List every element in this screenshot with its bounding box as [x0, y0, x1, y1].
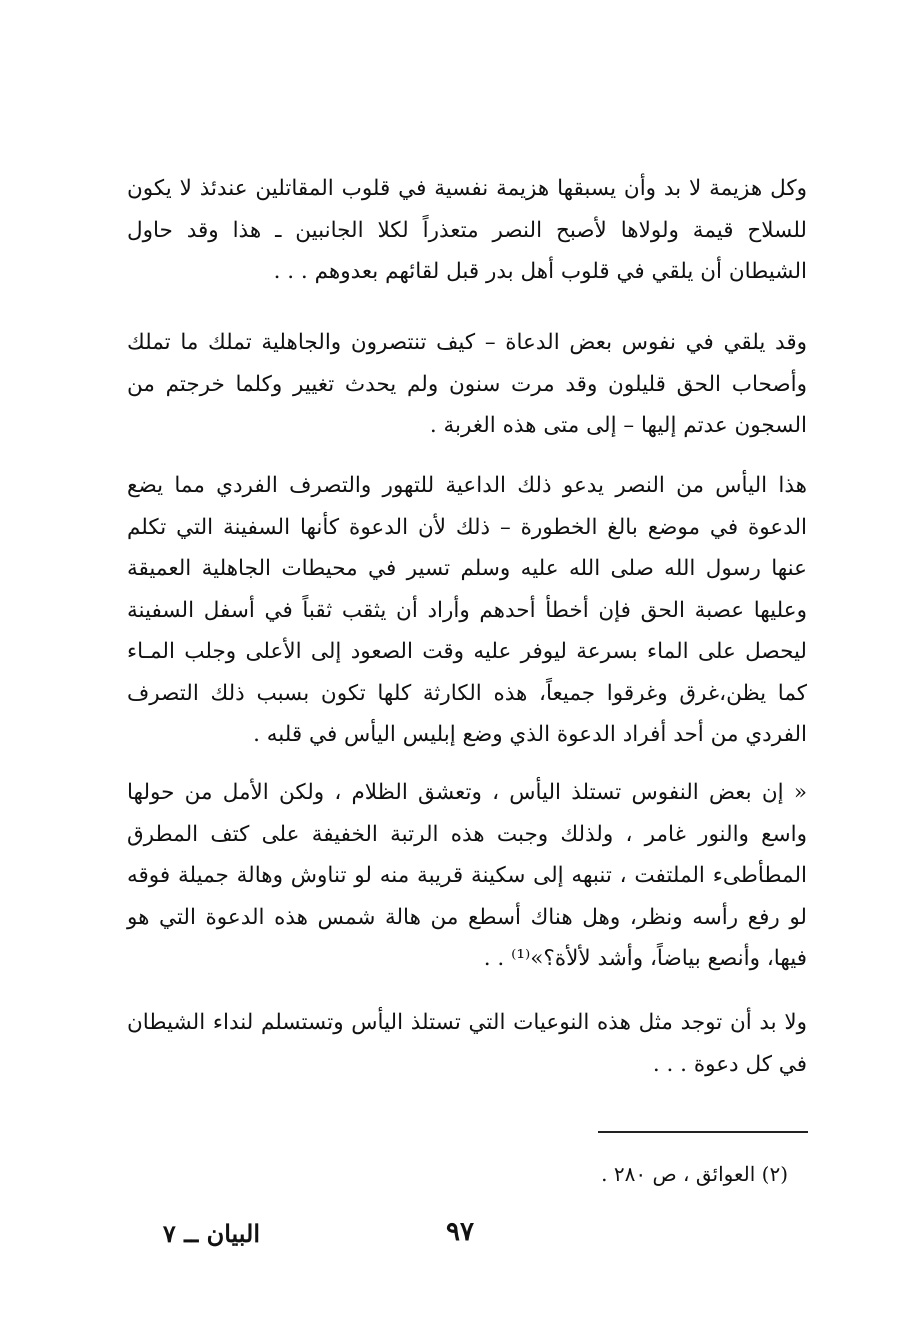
footnote-divider [598, 1131, 808, 1133]
paragraph-3: هذا اليأس من النصر يدعو ذلك الداعية للتهور والتصرف الفردي مما يضع الدعوة في موضع بالغ الخطورة – ذلك لأن الدعوة كأنها السفينة التي تكلم عنها رسول الله صلى الله عليه وسلم تسير في محيطات الجاهلية العميقة وعليها عصبة الحق فإن أخطأ أحدهم وأراد أن يثقب ثقباً في أسفل السفينة ليحصل على الماء بسرعة ليوفر عليه وقت الصعود إلى الأعلى وجلب المـاء كما يظن،غرق وغرقوا جميعاً، هذه الكارثة كلها تكون بسبب ذلك التصرف الفردي من أحد أفراد الدعوة الذي وضع إبليس اليأس في قلبه . [127, 473, 807, 747]
paragraph-2: وقد يلقي في نفوس بعض الدعاة – كيف تنتصرون والجاهلية تملك ما تملك وأصحاب الحق قليلون وقد مرت سنون ولم يحدث تغيير وكلما خرجتم من السجون عدتم إليها – إلى متى هذه الغربة . [127, 330, 807, 438]
paragraph-1: وكل هزيمة لا بد وأن يسبقها هزيمة نفسية في قلوب المقاتلين عندئذ لا يكون للسلاح قيمة ولولاها لأصبح النصر متعذراً لكلا الجانبين ـ هذا وقد حاول الشيطان أن يلقي في قلوب أهل بدر قبل لقائهم بعدوهم . . . [127, 176, 807, 284]
running-footer: البيان ــ ٧ [162, 1219, 260, 1248]
page-number: ٩٧ [446, 1217, 474, 1247]
footnote: (٢) العوائق ، ص ٢٨٠ . [601, 1162, 788, 1186]
paragraph-4-quote: « إن بعض النفوس تستلذ اليأس ، وتعشق الظلام ، ولكن الأمل من حولها واسع والنور غامر ، ولذلك وجبت هذه الرتبة الخفيفة على كتف المطرق المطأطىء الملتفت ، تنبهه إلى سكينة قريبة منه لو تناوش وهالة جميلة فوقه لو رفع رأسه ونظر، وهل هناك أسطع من هالة شمس هذه الدعوة التي هو فيها، وأنصع بياضاً، وأشد لألأة؟»⁽¹⁾ . . [127, 780, 807, 971]
paragraph-5: ولا بد أن توجد مثل هذه النوعيات التي تستلذ اليأس وتستسلم لنداء الشيطان في كل دعوة . . . [127, 1010, 807, 1077]
